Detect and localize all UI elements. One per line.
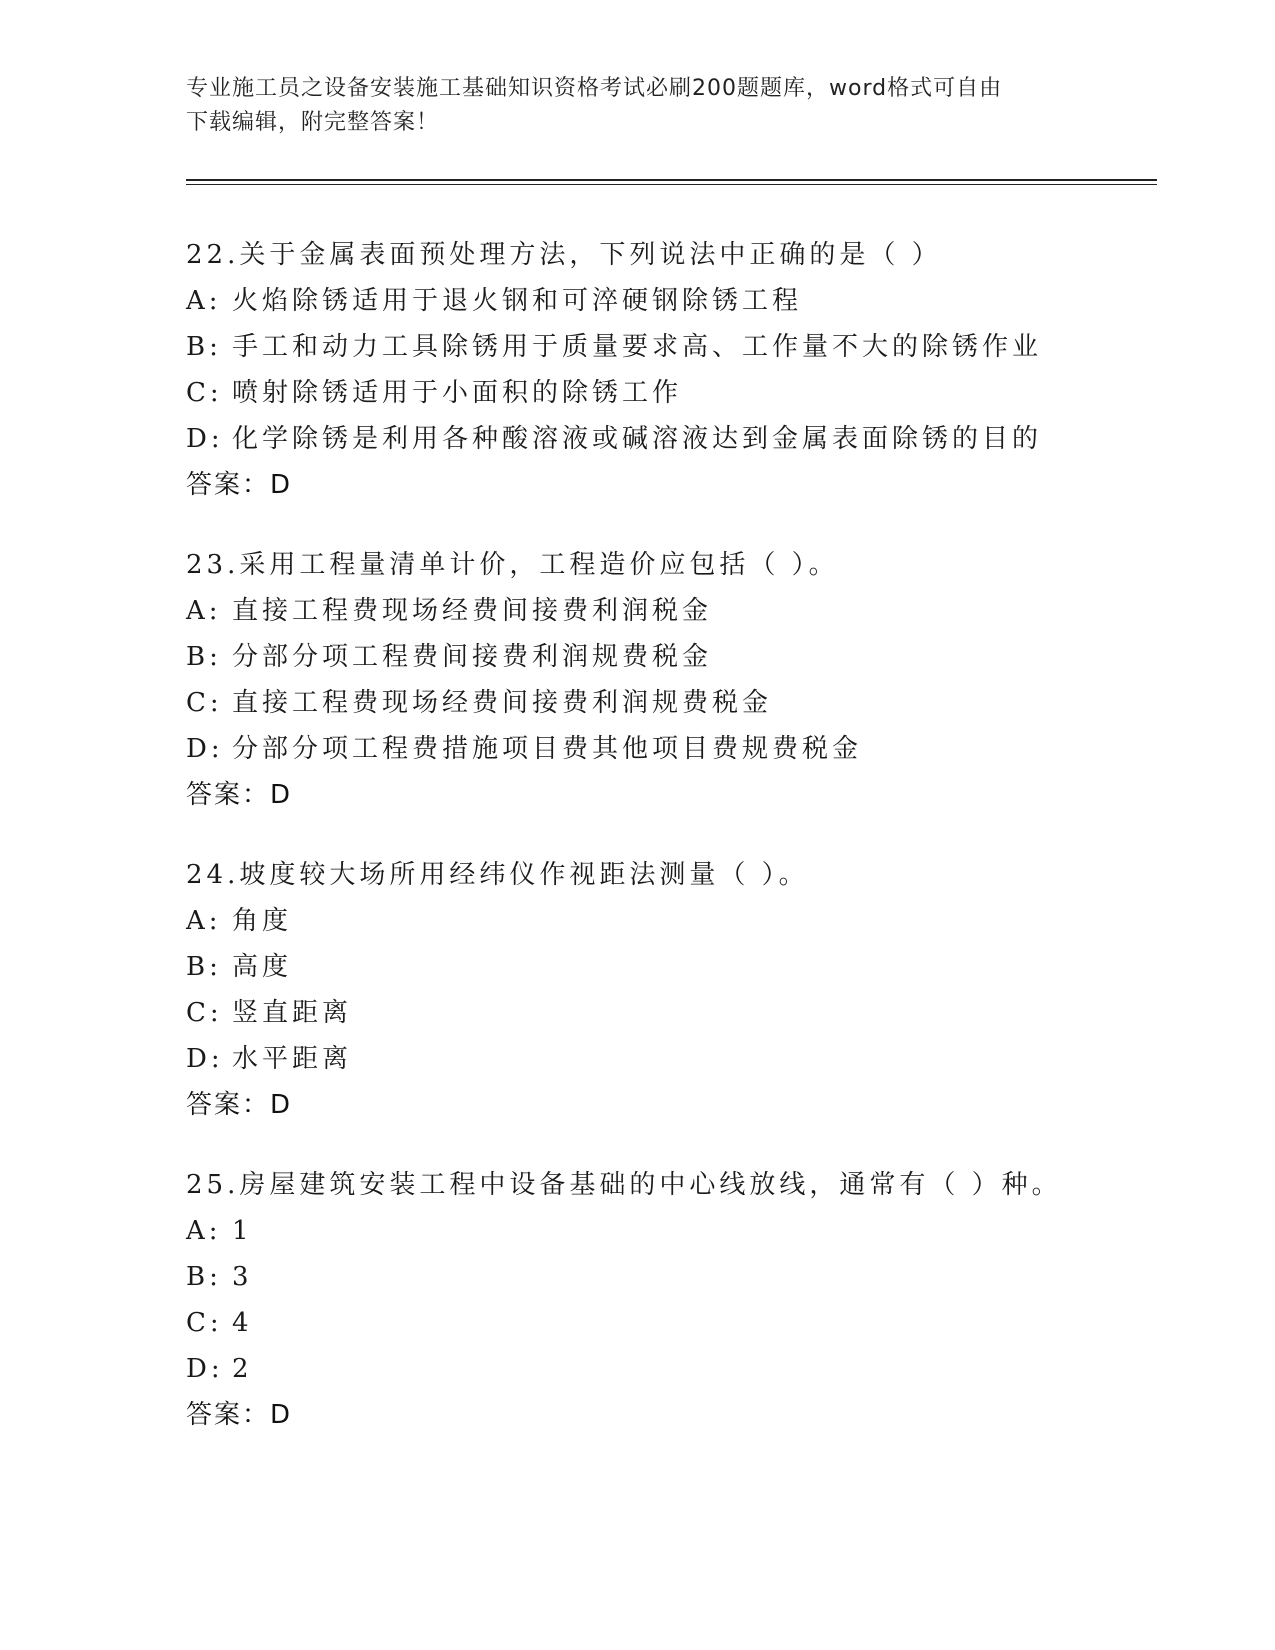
option-text: 喷射除锈适用于小面积的除锈工作: [232, 378, 683, 408]
option-text: 直接工程费现场经费间接费利润规费税金: [232, 688, 773, 718]
option-c: [186, 680, 1166, 726]
option-text: 2: [232, 1354, 253, 1384]
option-text: 水平距离: [232, 1044, 353, 1074]
option-text: 分部分项工程费措施项目费其他项目费规费税金: [232, 734, 863, 764]
option-key: A:: [186, 906, 222, 936]
option-d: [186, 1346, 1166, 1392]
option-a: [186, 1208, 1166, 1254]
option-text: 1: [232, 1216, 253, 1246]
option-c: [186, 370, 1166, 416]
question-stem: 23.采用工程量清单计价，工程造价应包括（ ）。: [186, 550, 839, 580]
option-text: 高度: [232, 952, 293, 982]
question-22: [186, 232, 1166, 508]
question-list: [186, 232, 1166, 1472]
answer-line: 答案：D: [186, 1400, 293, 1430]
option-key: B:: [186, 332, 222, 362]
option-text: 化学除锈是利用各种酸溶液或碱溶液达到金属表面除锈的目的: [232, 424, 1043, 454]
option-key: C:: [186, 378, 223, 408]
option-key: B:: [186, 1262, 222, 1292]
option-key: A:: [186, 1216, 222, 1246]
answer-line: 答案：D: [186, 1090, 293, 1120]
option-key: A:: [186, 286, 222, 316]
header-line-2: 下载编辑，附完整答案！: [186, 110, 440, 135]
question-stem: 25.房屋建筑安装工程中设备基础的中心线放线，通常有（ ）种。: [186, 1170, 1062, 1200]
option-text: 3: [232, 1262, 253, 1292]
question-24: [186, 852, 1166, 1128]
option-c: [186, 1300, 1166, 1346]
option-text: 角度: [232, 906, 293, 936]
option-key: A:: [186, 596, 222, 626]
option-a: [186, 278, 1166, 324]
option-b: [186, 944, 1166, 990]
option-key: D:: [186, 424, 224, 454]
header-rule-thin: [186, 184, 1157, 185]
answer-line: 答案：D: [186, 780, 293, 810]
document-header: [186, 72, 1086, 140]
option-text: 火焰除锈适用于退火钢和可淬硬钢除锈工程: [232, 286, 803, 316]
option-b: [186, 634, 1166, 680]
option-b: [186, 1254, 1166, 1300]
question-23: [186, 542, 1166, 818]
option-d: [186, 1036, 1166, 1082]
option-d: [186, 416, 1166, 462]
option-text: 4: [232, 1308, 253, 1338]
option-key: B:: [186, 952, 222, 982]
option-text: 直接工程费现场经费间接费利润税金: [232, 596, 713, 626]
option-key: C:: [186, 688, 223, 718]
option-b: [186, 324, 1166, 370]
option-text: 分部分项工程费间接费利润规费税金: [232, 642, 713, 672]
header-line-1: 专业施工员之设备安装施工基础知识资格考试必刷200题题库，word格式可自由: [186, 76, 1003, 101]
option-a: [186, 898, 1166, 944]
option-text: 手工和动力工具除锈用于质量要求高、工作量不大的除锈作业: [232, 332, 1043, 362]
option-key: D:: [186, 1354, 224, 1384]
question-stem: 24.坡度较大场所用经纬仪作视距法测量（ ）。: [186, 860, 809, 890]
option-key: C:: [186, 1308, 223, 1338]
option-key: B:: [186, 642, 222, 672]
option-a: [186, 588, 1166, 634]
option-text: 竖直距离: [232, 998, 353, 1028]
question-25: [186, 1162, 1166, 1438]
question-stem: 22.关于金属表面预处理方法，下列说法中正确的是（ ）: [186, 240, 942, 270]
option-key: D:: [186, 734, 224, 764]
option-d: [186, 726, 1166, 772]
option-key: C:: [186, 998, 223, 1028]
header-rule-thick: [186, 179, 1157, 181]
option-key: D:: [186, 1044, 224, 1074]
answer-line: 答案：D: [186, 470, 293, 500]
option-c: [186, 990, 1166, 1036]
